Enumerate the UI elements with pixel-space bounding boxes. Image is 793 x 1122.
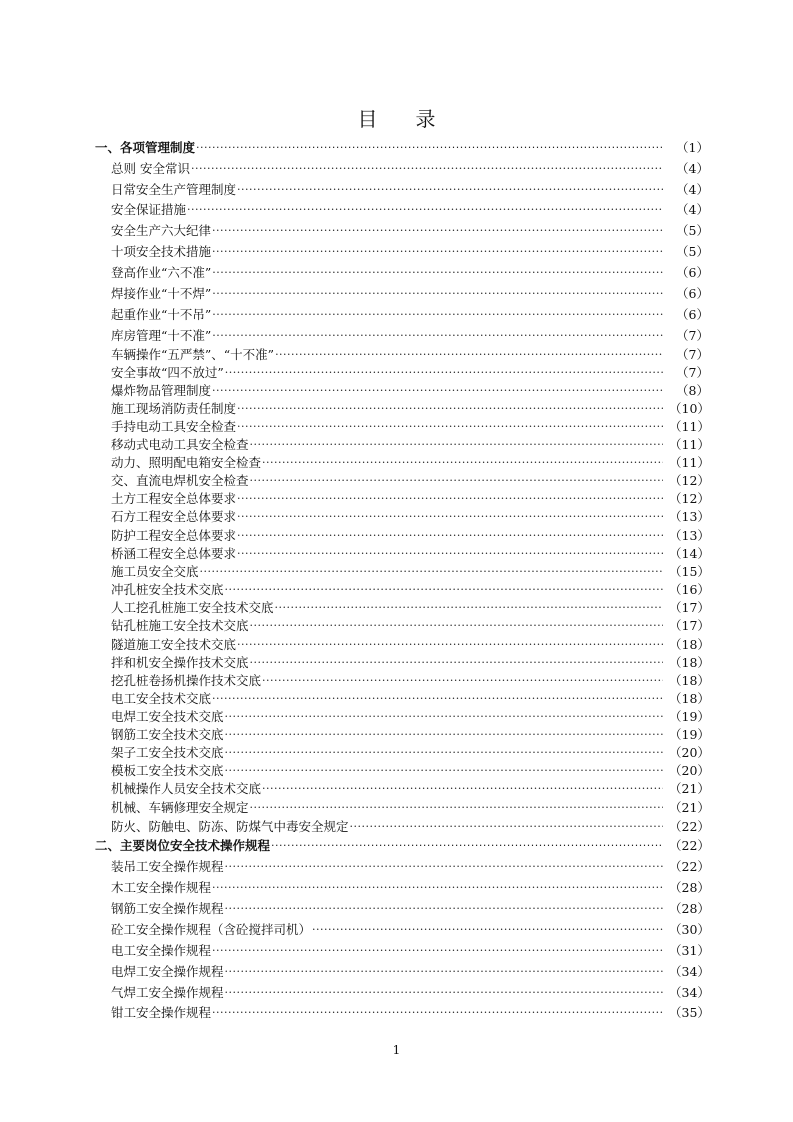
toc-entry-page: （17）	[669, 618, 710, 633]
toc-entry[interactable]	[111, 545, 709, 563]
toc-entry[interactable]	[111, 181, 709, 199]
dot-leader	[191, 160, 663, 178]
toc-entry[interactable]	[111, 654, 709, 672]
dot-leader	[212, 264, 663, 282]
dot-leader	[212, 306, 663, 324]
dot-leader	[275, 599, 663, 617]
toc-entry[interactable]	[111, 921, 709, 939]
toc-entry-title: 钻孔桩施工安全技术交底	[111, 618, 249, 633]
toc-entry-title: 防火、防触电、防冻、防煤气中毒安全规定	[111, 819, 349, 834]
toc-entry-title: 一、各项管理制度	[95, 140, 196, 155]
toc-entry-title: 电焊工安全操作规程	[111, 964, 224, 979]
dot-leader	[237, 636, 663, 654]
toc-entry-title: 装吊工安全操作规程	[111, 859, 224, 874]
toc-entry[interactable]	[111, 708, 709, 726]
toc-entry-title: 桥涵工程安全总体要求	[111, 546, 237, 561]
toc-entry-page: （6）	[676, 286, 709, 301]
toc-entry-title: 施工现场消防责任制度	[111, 401, 237, 416]
toc-entry-title: 动力、照明配电箱安全检查	[111, 455, 262, 470]
toc-entry-title: 库房管理“十不准”	[111, 328, 212, 343]
toc-entry-title: 起重作业“十不吊”	[111, 307, 212, 322]
toc-entry[interactable]	[111, 762, 709, 780]
toc-entry[interactable]	[111, 346, 709, 364]
toc-entry-page: （11）	[669, 419, 710, 434]
toc-entry-title: 拌和机安全操作技术交底	[111, 655, 249, 670]
toc-entry-page: （22）	[669, 859, 710, 874]
dot-leader	[271, 837, 663, 855]
dot-leader	[212, 879, 663, 897]
dot-leader	[225, 726, 663, 744]
toc-entry-title: 人工挖孔桩施工安全技术交底	[111, 600, 274, 615]
toc-entry[interactable]	[111, 942, 709, 960]
toc-entry[interactable]	[111, 400, 709, 418]
toc-entry[interactable]	[111, 690, 709, 708]
dot-leader	[237, 181, 663, 199]
toc-entry-page: （19）	[669, 709, 710, 724]
toc-entry[interactable]	[111, 201, 709, 219]
dot-leader	[212, 243, 663, 261]
toc-entry-title: 砼工安全操作规程（含砼搅拌司机）	[111, 922, 312, 937]
toc-entry[interactable]	[111, 636, 709, 654]
toc-entry-page: （34）	[669, 985, 710, 1000]
toc-entry-title: 架子工安全技术交底	[111, 745, 224, 760]
dot-leader	[262, 780, 663, 798]
toc-entry-page: （28）	[669, 901, 710, 916]
title-char: 目	[357, 107, 378, 131]
toc-entry-title: 交、直流电焊机安全检查	[111, 473, 249, 488]
toc-entry[interactable]	[111, 364, 709, 382]
toc-entry-title: 安全生产六大纪律	[111, 223, 212, 238]
dot-leader	[212, 1004, 663, 1022]
toc-entry-page: （6）	[676, 265, 709, 280]
dot-leader	[225, 708, 663, 726]
toc-entry-title: 冲孔桩安全技术交底	[111, 582, 224, 597]
toc-entry-page: （11）	[669, 437, 710, 452]
toc-entry-page: （20）	[669, 763, 710, 778]
toc-entry[interactable]	[111, 617, 709, 635]
toc-entry-title: 模板工安全技术交底	[111, 763, 224, 778]
toc-entry-page: （18）	[669, 673, 710, 688]
dot-leader	[262, 454, 663, 472]
dot-leader	[250, 436, 663, 454]
toc-entry[interactable]	[111, 818, 709, 836]
dot-leader	[250, 617, 663, 635]
dot-leader	[225, 963, 663, 981]
toc-entry[interactable]	[111, 879, 709, 897]
toc-entry-page: （1）	[676, 140, 709, 155]
toc-entry[interactable]	[111, 285, 709, 303]
toc-entry-title: 机械操作人员安全技术交底	[111, 781, 262, 796]
toc-entry-page: （4）	[676, 161, 709, 176]
toc-entry-page: （21）	[669, 800, 710, 815]
toc-entry[interactable]	[111, 418, 709, 436]
toc-entry-page: （12）	[669, 473, 710, 488]
dot-leader	[196, 139, 663, 157]
toc-entry-page: （34）	[669, 964, 710, 979]
toc-entry[interactable]	[111, 243, 709, 261]
dot-leader	[225, 364, 663, 382]
dot-leader	[237, 418, 663, 436]
dot-leader	[225, 900, 663, 918]
toc-section[interactable]	[95, 837, 709, 855]
toc-entry-title: 电工安全技术交底	[111, 691, 212, 706]
toc-entry-page: （4）	[676, 202, 709, 217]
toc-entry[interactable]	[111, 963, 709, 981]
toc-entry-page: （28）	[669, 880, 710, 895]
dot-leader	[237, 527, 663, 545]
toc-entry-title: 钳工安全操作规程	[111, 1005, 212, 1020]
toc-entry[interactable]	[111, 222, 709, 240]
toc-entry-title: 登高作业“六不准”	[111, 265, 212, 280]
dot-leader	[225, 762, 663, 780]
dot-leader	[212, 382, 663, 400]
toc-entry-title: 钢筋工安全操作规程	[111, 901, 224, 916]
dot-leader	[212, 327, 663, 345]
toc-entry[interactable]	[111, 726, 709, 744]
toc-entry[interactable]	[111, 563, 709, 581]
toc-entry-page: （17）	[669, 600, 710, 615]
toc-entry[interactable]	[111, 382, 709, 400]
dot-leader	[225, 858, 663, 876]
toc-entry-title: 总则 安全常识	[111, 161, 190, 176]
toc-entry-title: 十项安全技术措施	[111, 244, 212, 259]
toc-entry[interactable]	[111, 599, 709, 617]
toc-entry-page: （18）	[669, 655, 710, 670]
toc-entry-page: （22）	[669, 819, 710, 834]
toc-entry[interactable]	[111, 1004, 709, 1022]
toc-entry[interactable]	[111, 780, 709, 798]
toc-entry[interactable]	[111, 436, 709, 454]
toc-entry-page: （30）	[669, 922, 710, 937]
dot-leader	[237, 508, 663, 526]
dot-leader	[237, 400, 663, 418]
toc-entry-page: （7）	[676, 347, 709, 362]
toc-entry-title: 电工安全操作规程	[111, 943, 212, 958]
toc-entry-title: 防护工程安全总体要求	[111, 528, 237, 543]
toc-entry-page: （35）	[669, 1005, 710, 1020]
toc-entry-title: 机械、车辆修理安全规定	[111, 800, 249, 815]
dot-leader	[212, 222, 663, 240]
toc-entry-page: （11）	[669, 455, 710, 470]
toc-entry-title: 施工员安全交底	[111, 564, 199, 579]
dot-leader	[225, 581, 663, 599]
toc-entry[interactable]	[111, 264, 709, 282]
toc-entry[interactable]	[111, 672, 709, 690]
toc-entry-page: （13）	[669, 509, 710, 524]
toc-entry-title: 气焊工安全操作规程	[111, 985, 224, 1000]
dot-leader	[212, 942, 663, 960]
toc-entry-page: （7）	[676, 328, 709, 343]
toc-entry-page: （16）	[669, 582, 710, 597]
toc-entry-title: 爆炸物品管理制度	[111, 383, 212, 398]
toc-entry-title: 日常安全生产管理制度	[111, 182, 237, 197]
toc-entry-title: 手持电动工具安全检查	[111, 419, 237, 434]
toc-entry[interactable]	[111, 799, 709, 817]
toc-entry-title: 电焊工安全技术交底	[111, 709, 224, 724]
toc-entry-title: 焊接作业“十不焊”	[111, 286, 212, 301]
toc-entry[interactable]	[111, 984, 709, 1002]
toc-entry[interactable]	[111, 858, 709, 876]
dot-leader	[237, 545, 663, 563]
dot-leader	[350, 818, 663, 836]
toc-entry[interactable]	[111, 160, 709, 178]
dot-leader	[237, 490, 663, 508]
dot-leader	[200, 563, 663, 581]
toc-entry[interactable]	[111, 508, 709, 526]
toc-entry[interactable]	[111, 744, 709, 762]
toc-entry-page: （5）	[676, 244, 709, 259]
toc-entry[interactable]	[111, 490, 709, 508]
toc-entry-page: （19）	[669, 727, 710, 742]
toc-entry-page: （12）	[669, 491, 710, 506]
toc-entry-title: 土方工程安全总体要求	[111, 491, 237, 506]
toc-entry-page: （10）	[669, 401, 710, 416]
toc-entry-title: 石方工程安全总体要求	[111, 509, 237, 524]
dot-leader	[187, 201, 663, 219]
toc-entry-page: （31）	[669, 943, 710, 958]
dot-leader	[250, 472, 663, 490]
toc-entry-page: （4）	[676, 182, 709, 197]
dot-leader	[225, 744, 663, 762]
toc-entry-title: 挖孔桩卷扬机操作技术交底	[111, 673, 262, 688]
toc-entry-page: （15）	[669, 564, 710, 579]
toc-entry-page: （5）	[676, 223, 709, 238]
dot-leader	[250, 799, 663, 817]
toc-entry-title: 安全事故“四不放过”	[111, 365, 224, 380]
dot-leader	[312, 921, 663, 939]
toc-entry[interactable]	[111, 900, 709, 918]
toc-entry[interactable]	[111, 527, 709, 545]
toc-section[interactable]	[95, 139, 709, 157]
toc-entry-title: 二、主要岗位安全技术操作规程	[95, 838, 271, 853]
dot-leader	[212, 285, 663, 303]
toc-entry-title: 钢筋工安全技术交底	[111, 727, 224, 742]
dot-leader	[275, 346, 663, 364]
toc-entry[interactable]	[111, 306, 709, 324]
toc-entry-title: 移动式电动工具安全检查	[111, 437, 249, 452]
toc-entry-page: （8）	[676, 383, 709, 398]
toc-entry-page: （18）	[669, 691, 710, 706]
toc-entry-title: 车辆操作“五严禁”、“十不准”	[111, 347, 275, 362]
toc-entry-title: 木工安全操作规程	[111, 880, 212, 895]
page-title	[0, 103, 793, 132]
toc-entry-page: （6）	[676, 307, 709, 322]
toc-entry[interactable]	[111, 472, 709, 490]
toc-entry[interactable]	[111, 327, 709, 345]
toc-entry[interactable]	[111, 454, 709, 472]
toc-entry-page: （13）	[669, 528, 710, 543]
toc-entry[interactable]	[111, 581, 709, 599]
toc-entry-page: （21）	[669, 781, 710, 796]
dot-leader	[212, 690, 663, 708]
toc-entry-page: （18）	[669, 637, 710, 652]
title-char: 录	[415, 107, 436, 131]
dot-leader	[262, 672, 663, 690]
toc-entry-title: 安全保证措施	[111, 202, 187, 217]
page-number: 1	[392, 1043, 401, 1057]
toc-entry-page: （7）	[676, 365, 709, 380]
toc-entry-page: （22）	[669, 838, 710, 853]
dot-leader	[225, 984, 663, 1002]
dot-leader	[250, 654, 663, 672]
toc-entry-page: （14）	[669, 546, 710, 561]
toc-entry-page: （20）	[669, 745, 710, 760]
toc-entry-title: 隧道施工安全技术交底	[111, 637, 237, 652]
